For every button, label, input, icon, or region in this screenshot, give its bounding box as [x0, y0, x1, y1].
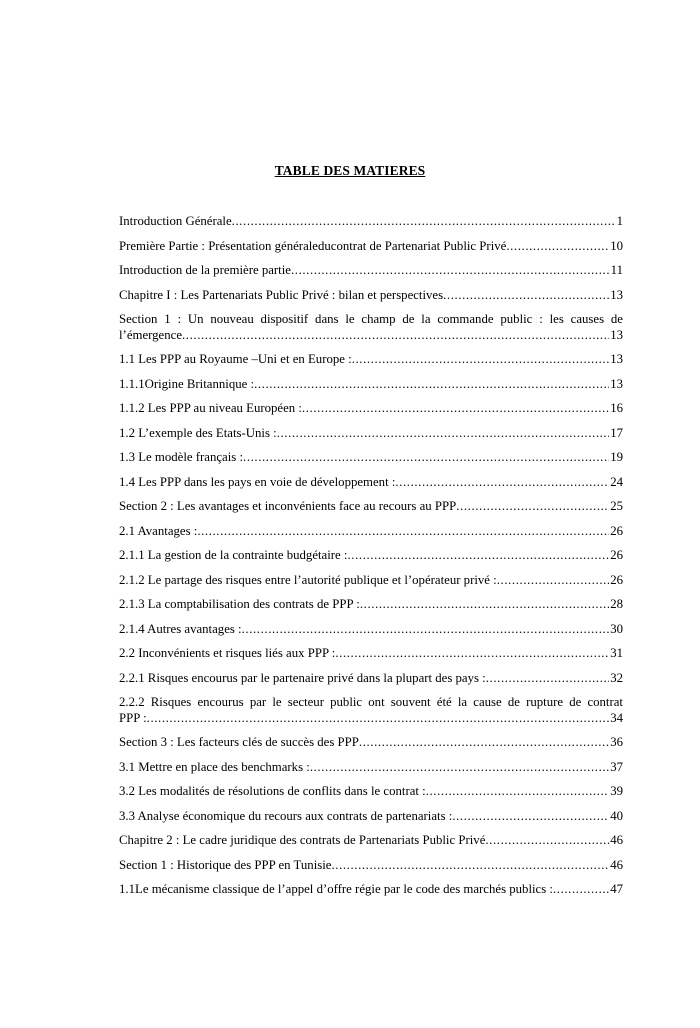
- toc-entry: [119, 808, 623, 833]
- toc-entry: [119, 474, 623, 499]
- toc-entry: [119, 425, 623, 450]
- toc-page-number: 24: [610, 474, 623, 489]
- dot-leader: [147, 710, 610, 726]
- dot-leader: [443, 287, 609, 303]
- toc-entry-label: Introduction Générale: [119, 214, 232, 228]
- dot-leader: [485, 832, 609, 848]
- dot-leader: [335, 645, 609, 661]
- toc-entry: [119, 523, 623, 548]
- toc-entry-label: Chapitre I : Les Partenariats Public Privé : bilan et perspectives: [119, 287, 444, 302]
- toc-entry: [119, 213, 623, 238]
- toc-entry: [119, 670, 623, 695]
- toc-entry: [119, 572, 623, 597]
- toc-page-number: 11: [610, 263, 623, 277]
- toc-entry-label-line1: Section 1 : Un nouveau dispositif dans le champ de la commande public : les causes de: [119, 312, 623, 326]
- toc-entry: [119, 832, 623, 857]
- toc-entry: [119, 311, 623, 351]
- toc-page-number: 13: [610, 328, 623, 342]
- toc-entry-label: 2.1.1 La gestion de la contrainte budgétaire :: [119, 548, 348, 562]
- toc-entry-label: Introduction de la première partie: [119, 263, 291, 277]
- toc-entry-label: Chapitre 2 : Le cadre juridique des contrats de Partenariats Public Privé: [119, 833, 486, 847]
- toc-entry-label-line2: l’émergence: [119, 328, 182, 342]
- dot-leader: [452, 808, 609, 824]
- toc-page-number: 28: [610, 597, 623, 611]
- toc-entry-label: 3.2 Les modalités de résolutions de conflits dans le contrat :: [119, 784, 426, 798]
- toc-page-number: 37: [610, 759, 623, 774]
- toc-entry-label: 3.3 Analyse économique du recours aux contrats de partenariats :: [119, 808, 453, 823]
- toc-entry: [119, 498, 623, 523]
- dot-leader: [395, 474, 609, 490]
- dot-leader: [331, 857, 609, 873]
- toc-page-number: 47: [610, 882, 623, 896]
- toc-page-number: 17: [610, 425, 623, 440]
- dot-leader: [302, 400, 609, 416]
- toc-page-number: 34: [610, 711, 623, 725]
- dot-leader: [310, 759, 609, 775]
- dot-leader: [506, 238, 609, 254]
- toc-entry-label: 1.3 Le modèle français :: [119, 450, 244, 464]
- toc-title: TABLE DES MATIERES: [274, 163, 426, 178]
- toc-page-number: 40: [610, 808, 623, 823]
- dot-leader: [277, 425, 610, 441]
- dot-leader: [426, 783, 610, 799]
- toc-page-number: 26: [610, 572, 623, 587]
- toc-page-number: 16: [610, 401, 623, 415]
- toc-page-number: 13: [610, 376, 623, 391]
- toc-entry-label: 1.1.1Origine Britannique :: [119, 376, 255, 391]
- dot-leader: [348, 547, 610, 563]
- dot-leader: [243, 449, 609, 465]
- dot-leader: [242, 621, 610, 637]
- toc-entry: [119, 881, 623, 906]
- dot-leader: [352, 351, 610, 367]
- dot-leader: [291, 262, 610, 278]
- toc-page-number: 10: [610, 238, 623, 253]
- dot-leader: [359, 734, 609, 750]
- toc-entry-label: 2.1.3 La comptabilisation des contrats de PPP :: [119, 597, 360, 611]
- toc-page-number: 25: [610, 499, 623, 513]
- toc-entry-label: 2.2.1 Risques encourus par le partenaire privé dans la plupart des pays :: [119, 670, 486, 685]
- toc-entry: [119, 734, 623, 759]
- toc-entry: [119, 400, 623, 425]
- toc-entry-label: 2.1.4 Autres avantages :: [119, 621, 242, 636]
- toc-entry: [119, 262, 623, 287]
- toc-page-number: 26: [610, 523, 623, 538]
- toc-entry: [119, 547, 623, 572]
- toc-page-number: 30: [610, 621, 623, 636]
- toc-page-number: 46: [610, 833, 623, 847]
- toc-page-number: 36: [610, 735, 623, 749]
- toc-page-number: 13: [610, 287, 623, 302]
- toc-entry: [119, 645, 623, 670]
- dot-leader: [197, 523, 609, 539]
- toc-entry-label: 1.1Le mécanisme classique de l’appel d’offre régie par le code des marchés publics :: [119, 882, 553, 896]
- toc-entry-label: 1.1 Les PPP au Royaume –Uni et en Europe :: [119, 352, 352, 366]
- toc-entry-label: Section 1 : Historique des PPP en Tunisie: [119, 857, 332, 872]
- toc-entry-label: 1.4 Les PPP dans les pays en voie de développement :: [119, 474, 396, 489]
- toc-entry: [119, 287, 623, 312]
- toc-entry-label: 3.1 Mettre en place des benchmarks :: [119, 759, 310, 774]
- toc-entry-label: 2.2 Inconvénients et risques liés aux PPP :: [119, 646, 336, 660]
- toc-entry: [119, 694, 623, 734]
- toc-entry-label: Première Partie : Présentation généraleducontrat de Partenariat Public Privé: [119, 238, 507, 253]
- toc-page-number: 26: [610, 548, 623, 562]
- toc-entry-label: Section 3 : Les facteurs clés de succès des PPP: [119, 735, 359, 749]
- dot-leader: [182, 327, 609, 343]
- toc-entry: [119, 376, 623, 401]
- toc-entry: [119, 596, 623, 621]
- toc-entry: [119, 621, 623, 646]
- dot-leader: [497, 572, 609, 588]
- toc-page-number: 31: [610, 646, 623, 660]
- toc-entry-label-line1: 2.2.2 Risques encourus par le secteur public ont souvent été la cause de rupture de contrat: [119, 695, 623, 709]
- toc-entry-label: 1.2 L’exemple des Etats-Unis :: [119, 425, 277, 440]
- dot-leader: [456, 498, 609, 514]
- dot-leader: [232, 213, 616, 229]
- toc-page-number: 19: [610, 450, 623, 464]
- toc-entry-label: 1.1.2 Les PPP au niveau Européen :: [119, 401, 302, 415]
- toc-page-number: 32: [610, 670, 623, 685]
- table-of-contents: [119, 213, 623, 906]
- toc-page-number: 46: [610, 857, 623, 872]
- toc-entry-label-line2: PPP :: [119, 711, 147, 725]
- toc-entry: [119, 857, 623, 882]
- toc-page-number: 39: [610, 784, 623, 798]
- toc-page-number: 1: [616, 214, 623, 228]
- toc-entry-label: 2.1 Avantages :: [119, 523, 198, 538]
- toc-entry: [119, 449, 623, 474]
- toc-entry: [119, 238, 623, 263]
- toc-entry: [119, 351, 623, 376]
- dot-leader: [486, 670, 609, 686]
- dot-leader: [553, 881, 609, 897]
- toc-page-number: 13: [610, 352, 623, 366]
- toc-entry-label: 2.1.2 Le partage des risques entre l’autorité publique et l’opérateur privé :: [119, 572, 497, 587]
- toc-entry: [119, 783, 623, 808]
- dot-leader: [254, 376, 609, 392]
- dot-leader: [360, 596, 609, 612]
- toc-entry-label: Section 2 : Les avantages et inconvénients face au recours au PPP: [119, 499, 457, 513]
- toc-entry: [119, 759, 623, 784]
